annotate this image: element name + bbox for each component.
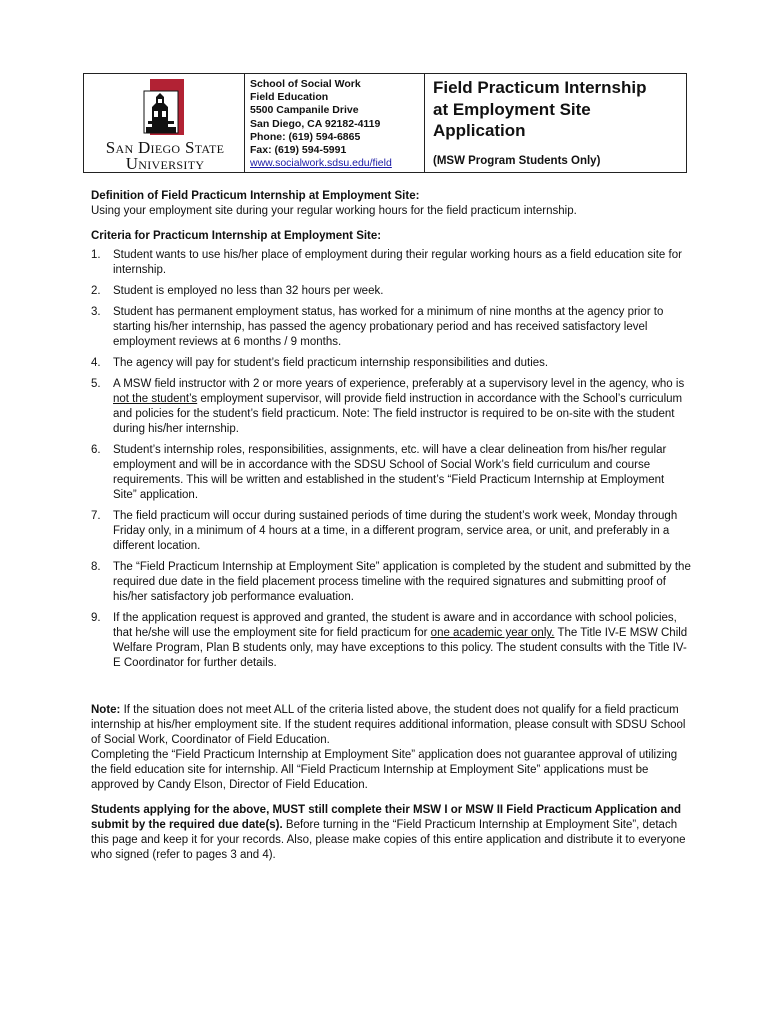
note-text: If the situation does not meet ALL of the criteria listed above, the student does not qualify for a field practicum internship at his/her employment site. If the student requires additional information, please consult with SDSU School of Social Work, Coordinator of Field Education. <box>91 704 686 746</box>
university-name <box>90 140 240 172</box>
item-text: Student has permanent employment status, has worked for a minimum of nine months at the agency prior to starting his/her internship, has passed the agency probationary period and has received satisfactory level employment reviews at 6 months / 9 months. <box>113 306 664 348</box>
item-number: 4. <box>91 357 101 369</box>
criteria-list <box>91 248 691 671</box>
definition-text: Using your employment site during your regular working hours for the field practicum internship. <box>91 205 577 217</box>
item-text-post: The Title IV-E MSW Child Welfare Program, Plan B students only, may have exceptions to this policy. The student consults with the Title IV-E Coordinator for further details. <box>113 627 688 669</box>
address-line: 5500 Campanile Drive <box>250 104 359 117</box>
note-paragraph <box>91 703 691 748</box>
closing-text: Before turning in the “Field Practicum Internship at Employment Site”, detach this page and keep it for your records. Also, please make copies of this entire application and distribute it to everyone who signed (refer to pages 3 and 4). <box>91 819 686 861</box>
sdsu-logo-icon <box>140 77 188 137</box>
closing-bold: Students applying for the above, MUST still complete their MSW I or MSW II Field Practicum Application and submit by the required due date(s). <box>91 804 681 831</box>
item-number: 3. <box>91 306 101 318</box>
criteria-item <box>91 356 691 371</box>
criteria-heading: Criteria for Practicum Internship at Employment Site: <box>91 230 382 242</box>
item-number: 5. <box>91 378 101 390</box>
form-title <box>433 77 686 142</box>
website-link[interactable]: www.socialwork.sdsu.edu/field <box>250 157 392 170</box>
document-body <box>91 189 691 863</box>
note-paragraph-2: Completing the “Field Practicum Internship at Employment Site” application does not guarantee approval of utilizing the field education site for internship. All “Field Practicum Internship at Employment Site” applications must be approved by Candy Elson, Director of Field Education. <box>91 749 678 791</box>
criteria-item <box>91 248 691 278</box>
title-line: at Employment Site <box>433 99 591 119</box>
item-text-pre: A MSW field instructor with 2 or more years of experience, preferably at a supervisory level in the agency, who is <box>113 378 685 390</box>
item-number: 2. <box>91 285 101 297</box>
header-table <box>83 73 687 173</box>
item-text: Student’s internship roles, responsibilities, assignments, etc. will have a clear delineation from his/her regular employment and will be in accordance with the SDSU School of Social Work’s field curriculum and course requirements. This will be written and established in the student’s “Field Practicum Internship at Employment Site” application. <box>113 444 667 501</box>
phone-line: Phone: (619) 594-6865 <box>250 130 361 143</box>
note-section <box>91 703 691 793</box>
item-text: The agency will pay for student’s field practicum internship responsibilities and duties. <box>113 357 549 369</box>
title-cell <box>425 74 686 172</box>
item-number: 6. <box>91 444 101 456</box>
closing-paragraph <box>91 803 691 863</box>
item-number: 8. <box>91 561 101 573</box>
item-text-underlined: one academic year only. <box>430 627 555 639</box>
criteria-item <box>91 284 691 299</box>
logo-line-2: University <box>125 154 205 173</box>
criteria-item <box>91 611 691 671</box>
item-text-underlined: not the student’s <box>113 393 198 405</box>
address-line: San Diego, CA 92182-4119 <box>250 117 381 130</box>
criteria-item <box>91 305 691 350</box>
item-number: 9. <box>91 612 101 624</box>
note-label: Note: <box>91 704 121 716</box>
address-line: Field Education <box>250 91 329 104</box>
address-cell <box>245 74 425 172</box>
item-text-post: employment supervisor, will provide field instruction in accordance with the School’s curriculum and policies for the student’s field practicum. Note: The field instructor is required to be on-site with the student during his/her internship. <box>113 393 683 435</box>
logo-cell <box>84 74 245 172</box>
criteria-item <box>91 509 691 554</box>
item-number: 7. <box>91 510 101 522</box>
item-text: Student is employed no less than 32 hours per week. <box>113 285 384 297</box>
title-line: Field Practicum Internship <box>433 78 647 97</box>
item-text-pre: If the application request is approved and granted, the student is aware and in accordance with school policies, that he/she will use the employment site for field practicum for <box>113 612 677 639</box>
criteria-item <box>91 377 691 437</box>
item-text: The field practicum will occur during sustained periods of time during the student’s work week, Monday through Friday only, in a minimum of 4 hours at a time, in a different program, service area, or unit, and preferably in a different location. <box>113 510 678 552</box>
item-text: The “Field Practicum Internship at Employment Site” application is completed by the student and submitted by the required due date in the field placement process timeline with the required signatures and submitting proof of his/her satisfactory job performance evaluation. <box>113 561 691 603</box>
fax-line: Fax: (619) 594-5991 <box>250 144 347 157</box>
criteria-item <box>91 443 691 503</box>
item-text: Student wants to use his/her place of employment during their regular working hours as a field education site for internship. <box>113 249 682 276</box>
definition-heading: Definition of Field Practicum Internship at Employment Site: <box>91 190 420 202</box>
item-number: 1. <box>91 249 101 261</box>
form-subtitle: (MSW Program Students Only) <box>433 154 601 167</box>
title-line: Application <box>433 121 526 140</box>
address-line: School of Social Work <box>250 78 361 90</box>
logo-line-1: San Diego State <box>105 138 225 157</box>
criteria-item <box>91 560 691 605</box>
